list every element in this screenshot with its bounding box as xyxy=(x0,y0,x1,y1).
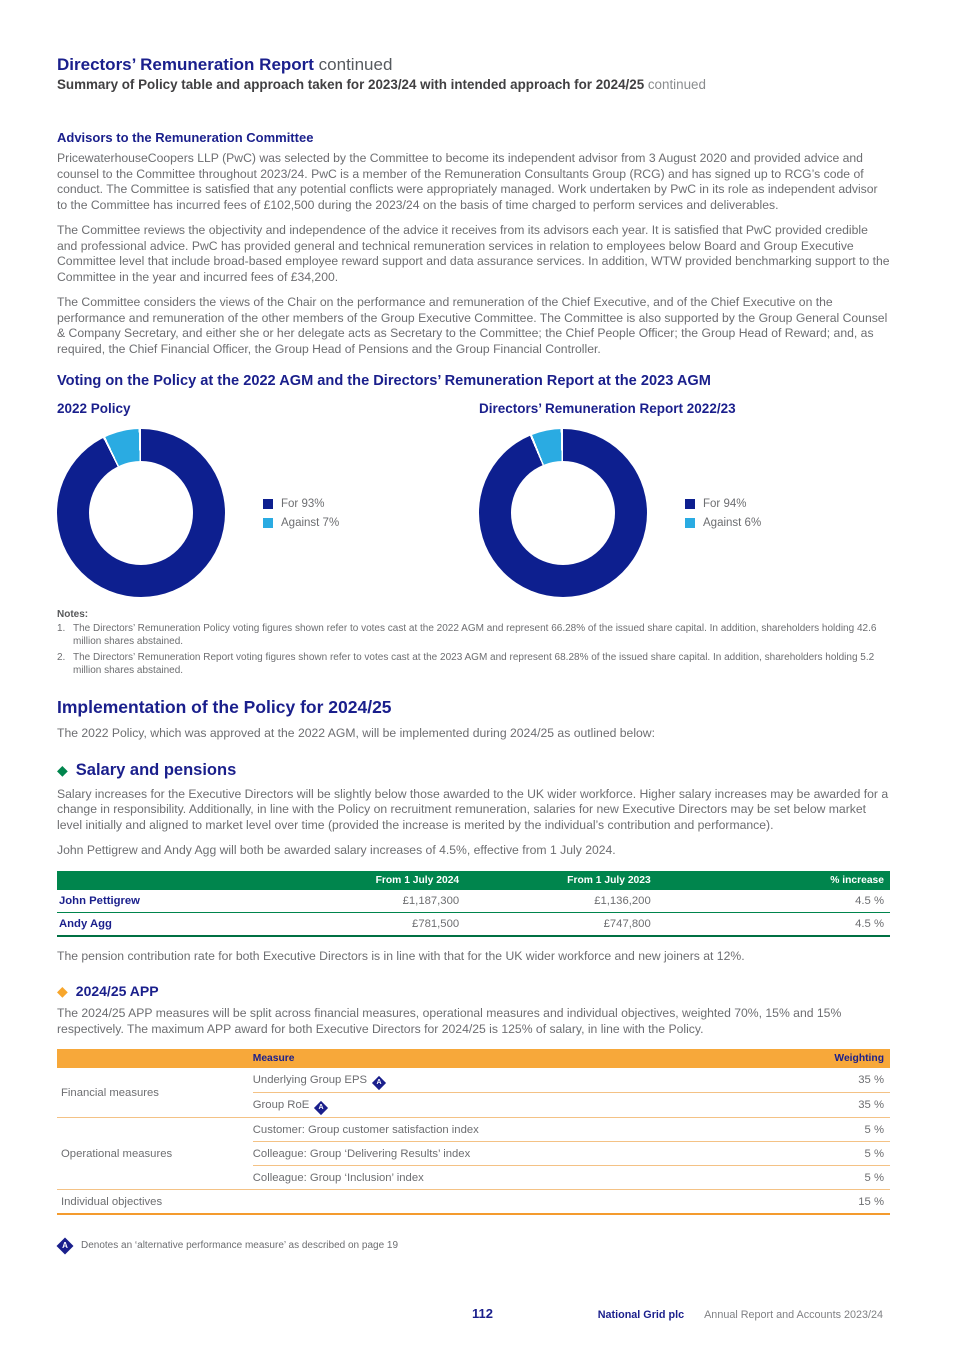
footer-report-title: Annual Report and Accounts 2023/24 xyxy=(704,1309,883,1321)
salary-header-2023: From 1 July 2023 xyxy=(465,871,657,890)
weighting-cell: 5 % xyxy=(694,1142,890,1166)
app-table-header-row xyxy=(57,1049,890,1068)
advisors-heading: Advisors to the Remuneration Committee xyxy=(57,130,314,145)
legend-swatch-against xyxy=(685,518,695,528)
legend-swatch-against xyxy=(263,518,273,528)
note-number: 1. xyxy=(57,623,66,634)
measure-cell xyxy=(253,1190,694,1215)
note-number: 2. xyxy=(57,652,66,664)
page-number: 112 xyxy=(472,1306,493,1321)
app-section-heading xyxy=(57,983,890,999)
pension-note: The pension contribution rate for both Executive Directors is in line with that for the UK wider workforce and new joiners at 12%. xyxy=(57,948,745,963)
salary-header-2024: From 1 July 2024 xyxy=(357,871,465,890)
weighting-cell: 35 % xyxy=(694,1093,890,1118)
implementation-intro: The 2022 Policy, which was approved at the 2022 AGM, will be implemented during 2024/25 as outlined below: xyxy=(57,726,655,741)
app-header-weighting: Weighting xyxy=(694,1049,890,1068)
legend-item-against xyxy=(685,517,761,529)
salary-increase: 4.5 % xyxy=(657,912,890,936)
voting-notes xyxy=(57,609,890,677)
chart-2022-policy xyxy=(57,401,479,597)
note-text: The Directors’ Remuneration Report voting figures shown refer to votes cast at the 2023 AGM and represent 68.28% of the issued share capital. In addition, shareholders holding 5.2 million shares abstained. xyxy=(73,652,875,676)
salary-table xyxy=(57,871,890,937)
salary-increase: 4.5 % xyxy=(657,890,890,913)
salary-header-increase: % increase xyxy=(657,871,890,890)
chart-legend xyxy=(263,491,339,536)
salary-header-empty xyxy=(57,871,357,890)
apm-footnote-text: Denotes an ‘alternative performance measure’ as described on page 19 xyxy=(81,1239,399,1251)
weighting-cell: 35 % xyxy=(694,1068,890,1093)
advisors-paragraph-1: PricewaterhouseCoopers LLP (PwC) was selected by the Committee to become its independent advisor from 3 August 2020 and provided advice and counsel to the Committee throughout 2023/24. PwC is a member of the Remuneration Consultants Group (RCG) and has signed up to RCG’s code of conduct. The Committee is satisfied that any potential conflicts were appropriately managed. Work undertaken by PwC in its role as independent advisor to the Committee has incurred fees of £102,500 during the 2023/24 on the basis of time charged to perform services and deliverables. xyxy=(57,151,878,212)
advisors-paragraph-2: The Committee reviews the objectivity and independence of the advice it receives from its advisors each year. It is satisfied that PwC provided credible and professional advice. PwC has provided general and technical remuneration services in relation to employees below Board and Group Executive Committee level that include broad-based employee reward support and data assurance services. In addition, WTW provided benchmarking support to the Committee in the year and incurred fees of £34,200. xyxy=(57,223,890,284)
app-table xyxy=(57,1049,890,1215)
legend-swatch-for xyxy=(685,499,695,509)
legend-item-for xyxy=(685,498,761,510)
app-header-measure: Measure xyxy=(253,1049,694,1068)
salary-2024: £781,500 xyxy=(357,912,465,936)
salary-2024: £1,187,300 xyxy=(357,890,465,913)
legend-label-for: For 93% xyxy=(281,497,325,510)
apm-diamond-icon: A xyxy=(57,1238,74,1255)
note-1 xyxy=(57,623,890,648)
measure-group-label: Operational measures xyxy=(57,1118,253,1190)
measure-cell: Customer: Group customer satisfaction index xyxy=(253,1118,694,1142)
table-row xyxy=(57,890,890,913)
measure-text: Underlying Group EPS xyxy=(252,1073,368,1086)
weighting-cell: 5 % xyxy=(694,1118,890,1142)
page-content xyxy=(57,0,890,1251)
chart-title: Directors’ Remuneration Report 2022/23 xyxy=(479,401,736,416)
apm-diamond-icon: A xyxy=(314,1101,328,1115)
salary-paragraph-1: Salary increases for the Executive Directors will be slightly below those awarded to the UK wider workforce. Higher salary increases may be awarded for a change in responsibility. Additionally, in line with the Policy on recruitment remuneration, salaries for new Executive Directors may be set below market level initially and aligned to market level over time (provided the increase is merited by the individual’s contribution and performance). xyxy=(57,786,889,832)
page-title-text: Directors’ Remuneration Report xyxy=(57,55,314,74)
table-row xyxy=(57,1068,890,1093)
legend-item-for xyxy=(263,498,339,510)
page-title xyxy=(57,54,890,75)
director-name: Andy Agg xyxy=(57,912,357,936)
table-row xyxy=(57,1190,890,1215)
director-name: John Pettigrew xyxy=(57,890,357,913)
diamond-icon: ◆ xyxy=(57,983,68,1000)
measure-cell xyxy=(253,1068,694,1093)
legend-item-against xyxy=(263,517,339,529)
salary-heading-text: Salary and pensions xyxy=(75,760,237,779)
voting-charts xyxy=(57,401,890,597)
chart-remuneration-report xyxy=(479,401,890,597)
voting-heading: Voting on the Policy at the 2022 AGM and the Directors’ Remuneration Report at the 2023 AGM xyxy=(57,373,711,389)
apm-diamond-icon: A xyxy=(372,1076,386,1090)
chart-title: 2022 Policy xyxy=(57,401,131,416)
app-header-empty xyxy=(57,1049,253,1068)
diamond-icon: ◆ xyxy=(57,762,68,779)
legend-swatch-for xyxy=(263,499,273,509)
measure-group-label: Individual objectives xyxy=(57,1190,253,1215)
measure-cell: Colleague: Group ‘Inclusion’ index xyxy=(253,1166,694,1190)
note-text: The Directors’ Remuneration Policy voting figures shown refer to votes cast at the 2022 AGM and represent 66.28% of the issued share capital. In addition, shareholders holding 42.6 million shares abstained. xyxy=(73,623,877,647)
legend-label-against: Against 7% xyxy=(281,516,340,529)
measure-cell xyxy=(253,1093,694,1118)
weighting-cell: 5 % xyxy=(694,1166,890,1190)
footer xyxy=(598,1309,883,1321)
page-subtitle-text: Summary of Policy table and approach taken for 2023/24 with intended approach for 2024/25 xyxy=(57,77,645,92)
legend-label-for: For 94% xyxy=(703,497,747,510)
footer-company: National Grid plc xyxy=(597,1309,685,1321)
page-subtitle xyxy=(57,76,890,93)
notes-label: Notes: xyxy=(57,609,89,620)
app-heading-text: 2024/25 APP xyxy=(75,983,159,1000)
salary-paragraph-2: John Pettigrew and Andy Agg will both be awarded salary increases of 4.5%, effective from 1 July 2024. xyxy=(57,843,616,858)
salary-section-heading xyxy=(57,761,890,780)
page-title-continued: continued xyxy=(313,55,393,74)
page-subtitle-continued: continued xyxy=(644,77,706,92)
donut-chart-2022-policy xyxy=(57,429,225,597)
measure-cell: Colleague: Group ‘Delivering Results’ index xyxy=(253,1142,694,1166)
measure-text: Group RoE xyxy=(252,1098,310,1111)
legend-label-against: Against 6% xyxy=(703,516,762,529)
weighting-cell: 15 % xyxy=(694,1190,890,1215)
apm-footnote xyxy=(57,1239,890,1251)
implementation-heading: Implementation of the Policy for 2024/25 xyxy=(57,697,392,718)
chart-legend xyxy=(685,491,761,536)
note-2 xyxy=(57,652,890,677)
table-row xyxy=(57,912,890,936)
salary-2023: £1,136,200 xyxy=(465,890,657,913)
salary-table-header-row xyxy=(57,871,890,890)
app-paragraph: The 2024/25 APP measures will be split across financial measures, operational measures and individual objectives, weighted 70%, 15% and 15% respectively. The maximum APP award for both Executive Directors for 2024/25 is 125% of salary, in line with the Policy. xyxy=(57,1006,842,1036)
salary-2023: £747,800 xyxy=(465,912,657,936)
table-row xyxy=(57,1118,890,1142)
donut-chart-remuneration-report xyxy=(479,429,647,597)
measure-group-label: Financial measures xyxy=(57,1068,253,1118)
advisors-paragraph-3: The Committee considers the views of the Chair on the performance and remuneration of the Chief Executive, and of the Chief Executive on the performance and remuneration of the other members of the Group Executive Committee. The Committee is also supported by the Group General Counsel & Company Secretary, and either she or her delegate acts as Secretary to the Committee; the Chief People Officer; the Group Head of Reward; and, as required, the Chief Financial Officer, the Group Head of Pensions and the Group Financial Controller. xyxy=(57,295,888,356)
